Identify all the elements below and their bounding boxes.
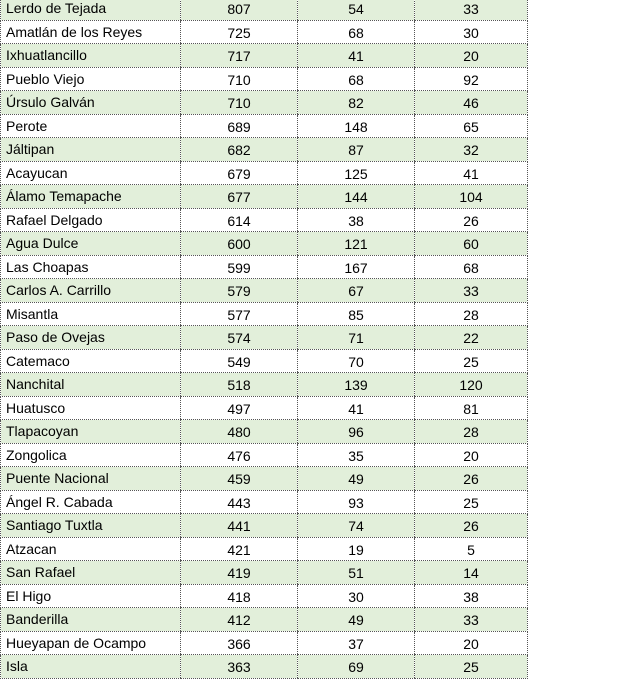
table-row — [1, 279, 528, 303]
value-cell-column-3: 67 — [298, 279, 415, 303]
value-cell-column-4: 60 — [415, 232, 528, 256]
table-row — [1, 537, 528, 561]
value-cell-column-2: 443 — [181, 490, 298, 514]
table-row — [1, 138, 528, 162]
municipality-name-cell: Rafael Delgado — [1, 208, 181, 232]
value-cell-column-4: 33 — [415, 608, 528, 632]
value-cell-column-3: 41 — [298, 396, 415, 420]
value-cell-column-4: 20 — [415, 631, 528, 655]
table-row — [1, 655, 528, 679]
value-cell-column-4: 33 — [415, 279, 528, 303]
table-row — [1, 631, 528, 655]
table-row — [1, 514, 528, 538]
value-cell-column-3: 125 — [298, 161, 415, 185]
value-cell-column-2: 421 — [181, 537, 298, 561]
municipality-name-cell: Nanchital — [1, 373, 181, 397]
value-cell-column-4: 26 — [415, 514, 528, 538]
municipality-name-cell: Pueblo Viejo — [1, 67, 181, 91]
value-cell-column-2: 717 — [181, 44, 298, 68]
table-row — [1, 232, 528, 256]
value-cell-column-2: 807 — [181, 0, 298, 20]
value-cell-column-4: 26 — [415, 467, 528, 491]
value-cell-column-4: 120 — [415, 373, 528, 397]
value-cell-column-3: 37 — [298, 631, 415, 655]
table-row — [1, 396, 528, 420]
value-cell-column-3: 74 — [298, 514, 415, 538]
value-cell-column-3: 49 — [298, 608, 415, 632]
value-cell-column-2: 412 — [181, 608, 298, 632]
municipality-name-cell: Jáltipan — [1, 138, 181, 162]
municipality-name-cell: San Rafael — [1, 561, 181, 585]
value-cell-column-2: 363 — [181, 655, 298, 679]
value-cell-column-3: 69 — [298, 655, 415, 679]
value-cell-column-2: 518 — [181, 373, 298, 397]
value-cell-column-2: 497 — [181, 396, 298, 420]
value-cell-column-4: 20 — [415, 443, 528, 467]
municipality-name-cell: Paso de Ovejas — [1, 326, 181, 350]
value-cell-column-2: 614 — [181, 208, 298, 232]
municipality-name-cell: Acayucan — [1, 161, 181, 185]
value-cell-column-3: 38 — [298, 208, 415, 232]
value-cell-column-3: 148 — [298, 114, 415, 138]
table-row — [1, 44, 528, 68]
table-row — [1, 67, 528, 91]
table-row — [1, 373, 528, 397]
municipality-name-cell: Misantla — [1, 302, 181, 326]
value-cell-column-2: 710 — [181, 91, 298, 115]
value-cell-column-4: 41 — [415, 161, 528, 185]
value-cell-column-2: 710 — [181, 67, 298, 91]
table-row — [1, 255, 528, 279]
value-cell-column-4: 20 — [415, 44, 528, 68]
municipality-name-cell: Ixhuatlancillo — [1, 44, 181, 68]
value-cell-column-2: 441 — [181, 514, 298, 538]
value-cell-column-4: 28 — [415, 302, 528, 326]
value-cell-column-4: 30 — [415, 20, 528, 44]
municipality-name-cell: Santiago Tuxtla — [1, 514, 181, 538]
value-cell-column-3: 87 — [298, 138, 415, 162]
value-cell-column-4: 25 — [415, 655, 528, 679]
value-cell-column-4: 92 — [415, 67, 528, 91]
value-cell-column-4: 14 — [415, 561, 528, 585]
value-cell-column-2: 579 — [181, 279, 298, 303]
municipality-name-cell: Isla — [1, 655, 181, 679]
value-cell-column-2: 677 — [181, 185, 298, 209]
value-cell-column-3: 54 — [298, 0, 415, 20]
value-cell-column-2: 600 — [181, 232, 298, 256]
value-cell-column-2: 725 — [181, 20, 298, 44]
table-row — [1, 608, 528, 632]
value-cell-column-3: 41 — [298, 44, 415, 68]
value-cell-column-4: 22 — [415, 326, 528, 350]
municipality-name-cell: Úrsulo Galván — [1, 91, 181, 115]
municipality-name-cell: Las Choapas — [1, 255, 181, 279]
table-row — [1, 584, 528, 608]
value-cell-column-3: 68 — [298, 20, 415, 44]
value-cell-column-4: 46 — [415, 91, 528, 115]
value-cell-column-2: 366 — [181, 631, 298, 655]
table-row — [1, 0, 528, 20]
municipality-name-cell: Tlapacoyan — [1, 420, 181, 444]
municipality-name-cell: Lerdo de Tejada — [1, 0, 181, 20]
municipality-name-cell: Huatusco — [1, 396, 181, 420]
value-cell-column-2: 599 — [181, 255, 298, 279]
table-row — [1, 420, 528, 444]
municipality-name-cell: Banderilla — [1, 608, 181, 632]
value-cell-column-3: 30 — [298, 584, 415, 608]
municipality-name-cell: Atzacan — [1, 537, 181, 561]
municipality-name-cell: Agua Dulce — [1, 232, 181, 256]
value-cell-column-3: 121 — [298, 232, 415, 256]
table-row — [1, 490, 528, 514]
value-cell-column-4: 32 — [415, 138, 528, 162]
value-cell-column-3: 19 — [298, 537, 415, 561]
municipality-name-cell: El Higo — [1, 584, 181, 608]
table-row — [1, 467, 528, 491]
value-cell-column-3: 96 — [298, 420, 415, 444]
municipality-name-cell: Puente Nacional — [1, 467, 181, 491]
table-row — [1, 20, 528, 44]
value-cell-column-2: 679 — [181, 161, 298, 185]
value-cell-column-4: 25 — [415, 490, 528, 514]
value-cell-column-3: 51 — [298, 561, 415, 585]
value-cell-column-3: 144 — [298, 185, 415, 209]
value-cell-column-4: 38 — [415, 584, 528, 608]
municipality-name-cell: Perote — [1, 114, 181, 138]
value-cell-column-4: 68 — [415, 255, 528, 279]
municipality-name-cell: Carlos A. Carrillo — [1, 279, 181, 303]
table-row — [1, 161, 528, 185]
value-cell-column-2: 476 — [181, 443, 298, 467]
value-cell-column-4: 28 — [415, 420, 528, 444]
value-cell-column-3: 70 — [298, 349, 415, 373]
value-cell-column-3: 85 — [298, 302, 415, 326]
table-body — [1, 0, 528, 678]
value-cell-column-2: 549 — [181, 349, 298, 373]
municipality-name-cell: Álamo Temapache — [1, 185, 181, 209]
value-cell-column-2: 480 — [181, 420, 298, 444]
value-cell-column-3: 167 — [298, 255, 415, 279]
value-cell-column-2: 459 — [181, 467, 298, 491]
value-cell-column-2: 682 — [181, 138, 298, 162]
municipality-name-cell: Catemaco — [1, 349, 181, 373]
value-cell-column-4: 33 — [415, 0, 528, 20]
table-row — [1, 91, 528, 115]
table-row — [1, 302, 528, 326]
value-cell-column-2: 418 — [181, 584, 298, 608]
table-row — [1, 208, 528, 232]
value-cell-column-4: 104 — [415, 185, 528, 209]
municipality-name-cell: Hueyapan de Ocampo — [1, 631, 181, 655]
value-cell-column-3: 93 — [298, 490, 415, 514]
value-cell-column-2: 577 — [181, 302, 298, 326]
value-cell-column-3: 139 — [298, 373, 415, 397]
value-cell-column-4: 81 — [415, 396, 528, 420]
table-row — [1, 349, 528, 373]
table-row — [1, 326, 528, 350]
table-row — [1, 561, 528, 585]
value-cell-column-4: 25 — [415, 349, 528, 373]
value-cell-column-2: 689 — [181, 114, 298, 138]
table-row — [1, 114, 528, 138]
value-cell-column-3: 71 — [298, 326, 415, 350]
table-row — [1, 443, 528, 467]
table-row — [1, 185, 528, 209]
value-cell-column-3: 35 — [298, 443, 415, 467]
value-cell-column-3: 49 — [298, 467, 415, 491]
value-cell-column-3: 82 — [298, 91, 415, 115]
municipality-name-cell: Zongolica — [1, 443, 181, 467]
value-cell-column-2: 574 — [181, 326, 298, 350]
municipality-name-cell: Ángel R. Cabada — [1, 490, 181, 514]
municipality-name-cell: Amatlán de los Reyes — [1, 20, 181, 44]
value-cell-column-2: 419 — [181, 561, 298, 585]
value-cell-column-4: 5 — [415, 537, 528, 561]
value-cell-column-3: 68 — [298, 67, 415, 91]
value-cell-column-4: 26 — [415, 208, 528, 232]
value-cell-column-4: 65 — [415, 114, 528, 138]
